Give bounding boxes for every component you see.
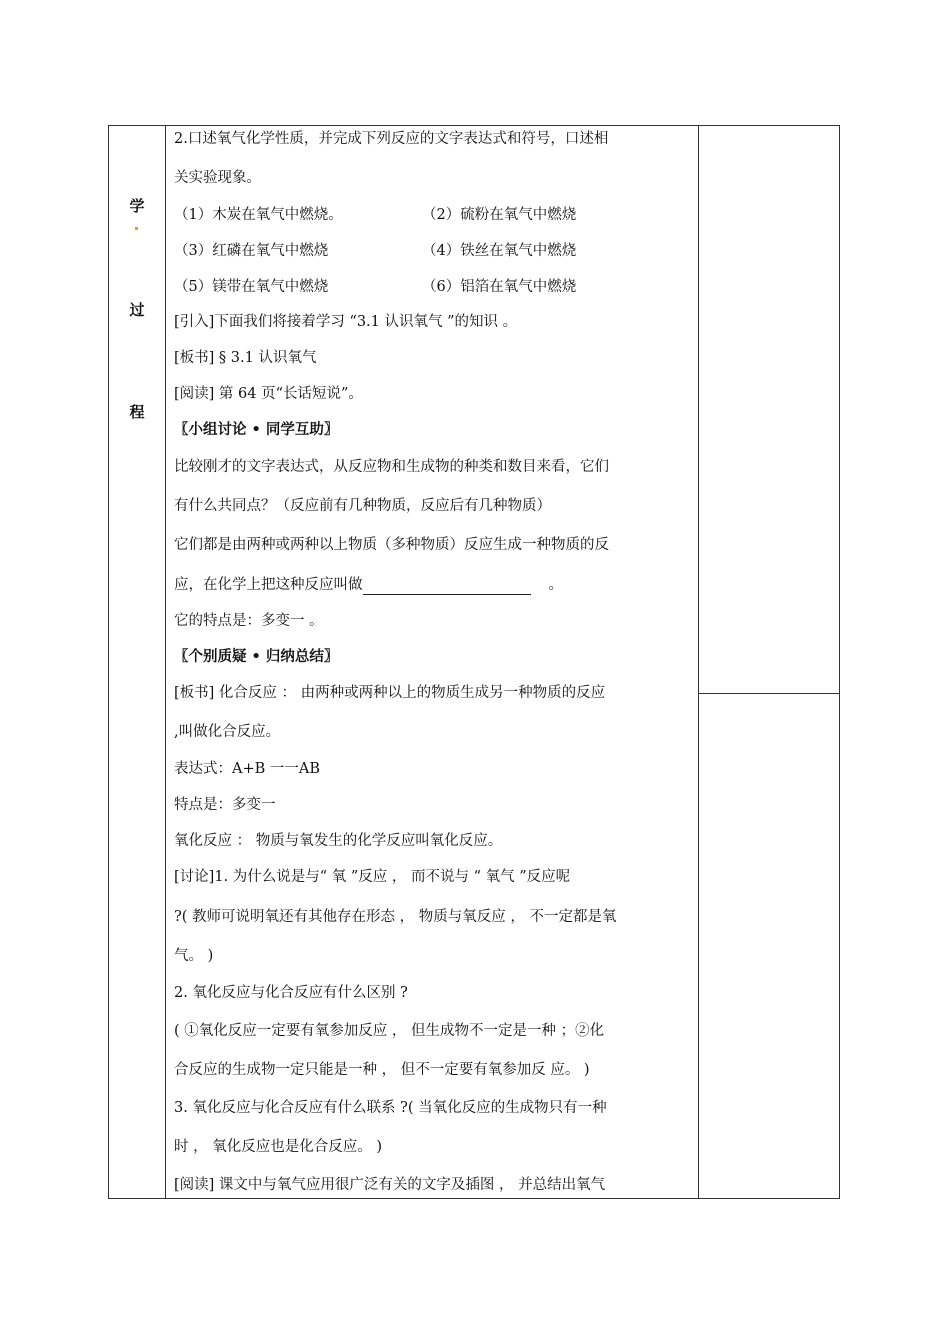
text-line: 它的特点是：多变一 。: [174, 613, 324, 629]
text-line: 气。 ): [174, 948, 214, 964]
right-cell-divider: [698, 693, 839, 694]
reaction-item: （3）红磷在氧气中燃烧: [174, 243, 329, 259]
text-line: ?( 教师可说明氧还有其他存在形态 ， 物质与氧反应 ， 不一定都是氧: [174, 909, 617, 925]
text-line: [阅读] 第 64 页“长话短说”。: [174, 386, 363, 402]
text-line: [板书] § 3.1 认识氧气: [174, 350, 317, 366]
text-line: [阅读] 课文中与氧气应用很广泛有关的文字及插图 ， 并总结出氧气: [174, 1177, 606, 1193]
side-label-cheng: 程: [129, 403, 145, 421]
side-label-guo: 过: [129, 301, 145, 319]
reaction-item: （1）木炭在氧气中燃烧。: [174, 207, 343, 223]
text-line: 氧化反应 ： 物质与氧发生的化学反应叫氧化反应。: [174, 833, 503, 849]
reaction-item: （5）镁带在氧气中燃烧: [174, 279, 329, 295]
section-heading: 〖小组讨论 • 同学互助〗: [174, 422, 339, 438]
reaction-row: [174, 241, 576, 261]
text-line: 关实验现象。: [174, 170, 261, 186]
text-line: [板书] 化合反应 ： 由两种或两种以上的物质生成另一种物质的反应: [174, 685, 606, 701]
text-line: 它们都是由两种或两种以上物质（多种物质）反应生成一种物质的反: [174, 537, 609, 553]
text-line: 时 ， 氧化反应也是化合反应。 ): [174, 1139, 382, 1155]
text-line: 3. 氧化反应与化合反应有什么联系 ?( 当氧化反应的生成物只有一种: [174, 1100, 607, 1116]
text-line: ,叫做化合反应。: [174, 724, 281, 740]
reaction-row: [174, 205, 576, 225]
text-line: [讨论]1. 为什么说是与“ 氧 ”反应 ， 而不说与 “ 氧气 ”反应呢: [174, 869, 571, 885]
text-line: [引入]下面我们将接着学习 “3.1 认识氧气 ”的知识 。: [174, 314, 518, 330]
column-divider-left: [165, 126, 166, 1198]
reaction-item: （6）铝箔在氧气中燃烧: [422, 279, 577, 295]
text-line: 2. 氧化反应与化合反应有什么区别 ?: [174, 985, 408, 1001]
reaction-item: （4）铁丝在氧气中燃烧: [422, 243, 577, 259]
text-line: ( ①氧化反应一定要有氧参加反应 ， 但生成物不一定是一种 ；②化: [174, 1023, 605, 1039]
text-line: 2.口述氧气化学性质，并完成下列反应的文字表达式和符号，口述相: [174, 131, 609, 147]
text-line: 比较刚才的文字表达式，从反应物和生成物的种类和数目来看，它们: [174, 459, 609, 475]
decorative-dot: [135, 227, 138, 230]
reaction-item: （2）硫粉在氧气中燃烧: [422, 207, 577, 223]
column-divider-right: [698, 126, 699, 1198]
text-line-with-blank: [174, 575, 563, 595]
text-line: 有什么共同点？（反应前有几种物质，反应后有几种物质）: [174, 498, 551, 514]
text-line: 表达式：A+B 一一AB: [174, 761, 321, 777]
text-fragment: 应，在化学上把这种反应叫做: [174, 577, 363, 593]
reaction-row: [174, 277, 576, 297]
fill-in-blank: [363, 578, 531, 595]
text-line: 特点是：多变一: [174, 797, 276, 813]
text-fragment: 。: [548, 577, 563, 593]
section-heading: 〖个别质疑 • 归纳总结〗: [174, 649, 339, 665]
text-line: 合反应的生成物一定只能是一种 ， 但不一定要有氧参加反 应。 ): [174, 1062, 590, 1078]
side-label-xue: 学: [129, 197, 145, 215]
